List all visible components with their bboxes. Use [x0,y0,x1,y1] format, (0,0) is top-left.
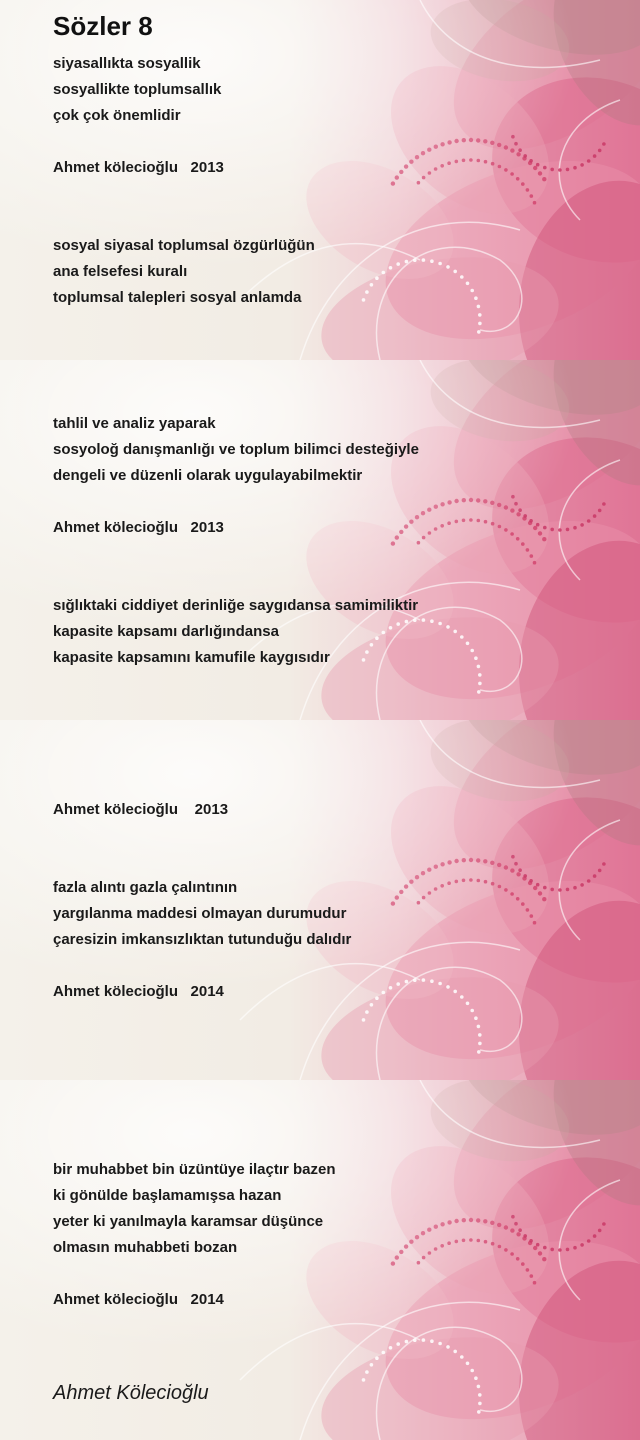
poem-line: tahlil ve analiz yaparak [53,415,216,432]
poem-line: kapasite kapsamı darlığındansa [53,623,279,640]
poem-line: ki gönülde başlamamışsa hazan [53,1187,282,1204]
poem-line: yeter ki yanılmayla karamsar düşünce [53,1213,324,1230]
poem-line: olmasın muhabbeti bozan [53,1239,238,1256]
author-date: Ahmet kölecioğlu 2014 [53,983,224,1000]
poem-line: sosyoloğ danışmanlığı ve toplum bilimci desteğiyle [53,441,419,458]
poem-title: Sözler 8 [53,11,153,41]
author-date: Ahmet kölecioğlu 2013 [53,801,229,818]
poem-line: sığlıktaki ciddiyet derinliğe saygıdansa samimiliktir [53,597,419,614]
poem-line: dengeli ve düzenli olarak uygulayabilmektir [53,467,363,484]
poem-line: çok çok önemlidir [53,107,181,124]
poem-line: ana felsefesi kuralı [53,263,188,280]
poem-line: yargılanma maddesi olmayan durumudur [53,905,347,922]
poem-line: kapasite kapsamını kamufile kaygısıdır [53,649,330,666]
poem-line: fazla alıntı gazla çalıntının [53,879,238,896]
author-date: Ahmet kölecioğlu 2014 [53,1291,224,1308]
poem-line: çaresizin imkansızlıktan tutunduğu dalıdır [53,931,352,948]
poem-line: siyasallıkta sosyallik [53,55,201,72]
author-signature: Ahmet Kölecioğlu [53,1382,209,1404]
poem-line: bir muhabbet bin üzüntüye ilaçtır bazen [53,1161,336,1178]
background-panel [0,720,640,1080]
poem-line: sosyal siyasal toplumsal özgürlüğün [53,237,315,254]
author-date: Ahmet kölecioğlu 2013 [53,159,224,176]
poem-line: toplumsal talepleri sosyal anlamda [53,289,302,306]
poem-line: sosyallikte toplumsallık [53,81,222,98]
author-date: Ahmet kölecioğlu 2013 [53,519,224,536]
